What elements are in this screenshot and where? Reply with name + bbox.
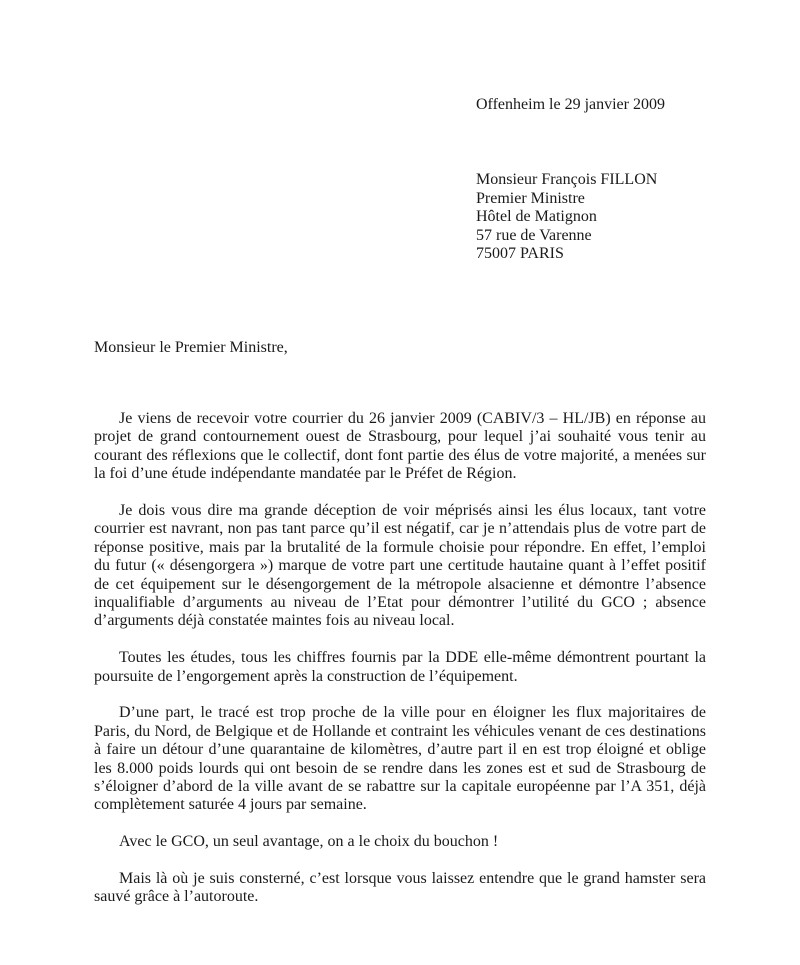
recipient-title: Premier Ministre: [476, 189, 585, 207]
recipient-address: [476, 171, 657, 264]
recipient-street: 57 rue de Varenne: [476, 226, 592, 244]
place-and-date: Offenheim le 29 janvier 2009: [476, 96, 665, 113]
recipient-name: Monsieur François FILLON: [476, 171, 658, 188]
paragraph: D’une part, le tracé est trop proche de la ville pour en éloigner les flux majoritaires de Paris, du Nord, de Belgique et de Hollande et contraint les véhicules venant de ces destinations à faire un détour d’une quarantaine de kilomètres, d’autre part il en est trop éloigné et oblige les 8.000 poids lourds qui ont besoin de se rendre dans les zones est et sud de Strasbourg de s’éloigner d’abord de la ville avant de se rabattre sur la capitale européenne par l’A 351, déjà complètement saturée 4 jours par semaine.: [94, 704, 706, 814]
paragraph: Toutes les études, tous les chiffres fournis par la DDE elle-même démontrent pourtant la poursuite de l’engorgement après la construction de l’équipement.: [94, 649, 706, 685]
salutation: Monsieur le Premier Ministre,: [94, 339, 288, 356]
paragraph: Je viens de recevoir votre courrier du 26 janvier 2009 (CABIV/3 – HL/JB) en réponse au projet de grand contournement ouest de Strasbourg, pour lequel j’ai souhaité vous tenir au courant des réflexions que le collectif, dont font partie des élus de votre majorité, a menées sur la foi d’une étude indépendante mandatée par le Préfet de Région.: [94, 410, 706, 483]
paragraph: Avec le GCO, un seul avantage, on a le choix du bouchon !: [119, 833, 499, 851]
paragraph: Je dois vous dire ma grande déception de voir méprisés ainsi les élus locaux, tant votre courrier est navrant, non pas tant parce qu’il est négatif, car je n’attendais plus de votre part de réponse positive, mais par la brutalité de la formule choisie pour répondre. En effet, l’emploi du futur (« désengorgera ») marque de votre part une certitude hautaine quant à l’effet positif de cet équipement sur le désengorgement de la métropole alsacienne et démontre l’absence inqualifiable d’arguments au niveau de l’Etat pour démontrer l’utilité du GCO ; absence d’arguments déjà constatée maintes fois au niveau local.: [94, 502, 706, 630]
recipient-city: 75007 PARIS: [476, 245, 564, 263]
recipient-building: Hôtel de Matignon: [476, 208, 597, 226]
paragraph: Mais là où je suis consterné, c’est lorsque vous laissez entendre que le grand hamster sera sauvé grâce à l’autoroute.: [94, 870, 706, 906]
letter-body: [94, 410, 706, 925]
